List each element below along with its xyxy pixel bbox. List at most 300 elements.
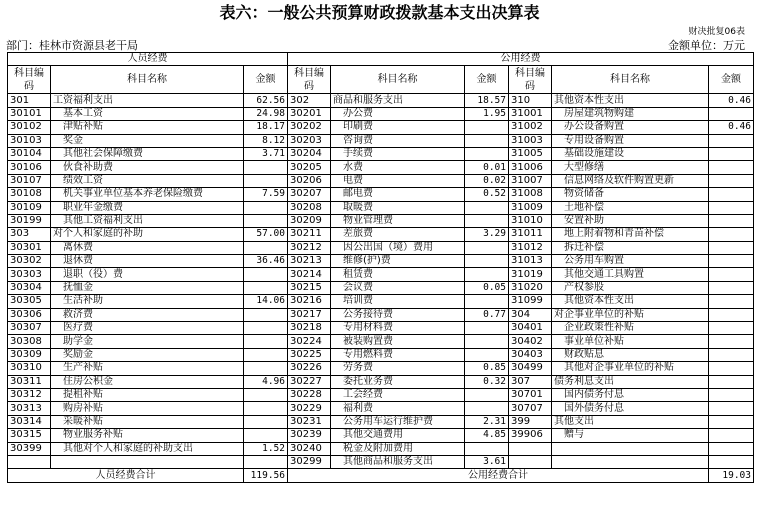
cell-code: 30401 <box>509 322 552 335</box>
cell-amount: 0.77 <box>465 308 509 321</box>
total-public-label: 公用经费合计 <box>288 469 709 483</box>
cell-name: 助学金 <box>51 335 244 348</box>
cell-amount <box>244 161 288 174</box>
table-code: 财决批复06表 <box>688 27 745 37</box>
cell-amount <box>244 241 288 254</box>
cell-code: 31005 <box>509 147 552 160</box>
cell-name: 其他交通费用 <box>331 429 465 442</box>
cell-name: 其他工资福利支出 <box>51 214 244 227</box>
cell-name: 安置补助 <box>552 214 709 227</box>
table-row <box>8 188 754 201</box>
cell-code: 31003 <box>509 134 552 147</box>
cell-name: 生产补贴 <box>51 362 244 375</box>
cell-amount <box>244 308 288 321</box>
cell-name: 其他商品和服务支出 <box>331 455 465 468</box>
table-row <box>8 147 754 160</box>
cell-amount <box>244 214 288 227</box>
cell-code: 30499 <box>509 362 552 375</box>
cell-amount <box>244 348 288 361</box>
cell-code: 30701 <box>509 388 552 401</box>
table-row <box>8 295 754 308</box>
cell-amount <box>709 201 754 214</box>
cell-code: 30218 <box>288 322 331 335</box>
cell-amount: 3.29 <box>465 228 509 241</box>
cell-name: 税金及附加费用 <box>331 442 465 455</box>
cell-name: 提租补贴 <box>51 388 244 401</box>
cell-amount <box>465 255 509 268</box>
cell-amount <box>709 388 754 401</box>
cell-name: 差旅费 <box>331 228 465 241</box>
cell-amount <box>709 308 754 321</box>
table-row <box>8 121 754 134</box>
cell-name: 国外债务付息 <box>552 402 709 415</box>
cell-amount: 0.46 <box>709 121 754 134</box>
cell-name: 专用设备购置 <box>552 134 709 147</box>
cell-name: 维修(护)费 <box>331 255 465 268</box>
cell-name: 奖金 <box>51 134 244 147</box>
cell-code: 30104 <box>8 147 51 160</box>
cell-code: 30107 <box>8 174 51 187</box>
cell-amount <box>244 455 288 468</box>
cell-code: 30206 <box>288 174 331 187</box>
cell-code: 30214 <box>288 268 331 281</box>
expenditure-table <box>7 52 754 483</box>
cell-amount <box>709 134 754 147</box>
cell-code: 30205 <box>288 161 331 174</box>
cell-code: 31011 <box>509 228 552 241</box>
cell-code: 30226 <box>288 362 331 375</box>
cell-amount <box>465 201 509 214</box>
cell-amount: 2.31 <box>465 415 509 428</box>
cell-name: 其他交通工具购置 <box>552 268 709 281</box>
table-row <box>8 174 754 187</box>
cell-amount <box>244 362 288 375</box>
table-row <box>8 322 754 335</box>
cell-code: 30707 <box>509 402 552 415</box>
col-amount-1: 金额 <box>244 66 288 94</box>
cell-name <box>552 442 709 455</box>
cell-name: 办公设备购置 <box>552 121 709 134</box>
cell-code: 31099 <box>509 295 552 308</box>
cell-amount <box>709 455 754 468</box>
unit-label: 金额单位：万元 <box>668 39 745 52</box>
cell-amount: 3.71 <box>244 147 288 160</box>
cell-name: 其他对企事业单位的补贴 <box>552 362 709 375</box>
section-personnel: 人员经费 <box>8 53 288 66</box>
cell-name: 地上附着物和青苗补偿 <box>552 228 709 241</box>
cell-amount: 14.06 <box>244 295 288 308</box>
cell-name: 其他对个人和家庭的补助支出 <box>51 442 244 455</box>
cell-code: 30103 <box>8 134 51 147</box>
cell-code: 30307 <box>8 322 51 335</box>
cell-amount <box>709 255 754 268</box>
cell-amount: 36.46 <box>244 255 288 268</box>
cell-name: 津贴补贴 <box>51 121 244 134</box>
cell-code: 30212 <box>288 241 331 254</box>
col-code-3: 科目编码 <box>509 66 552 94</box>
cell-amount <box>465 442 509 455</box>
cell-amount <box>244 335 288 348</box>
cell-amount <box>244 429 288 442</box>
table-row <box>8 455 754 468</box>
cell-name: 信息网络及软件购置更新 <box>552 174 709 187</box>
cell-amount <box>709 402 754 415</box>
cell-code: 30311 <box>8 375 51 388</box>
table-row <box>8 308 754 321</box>
cell-code: 31001 <box>509 107 552 120</box>
department-label: 部门：桂林市资源县老干局 <box>6 39 138 52</box>
cell-code: 30305 <box>8 295 51 308</box>
cell-name: 会议费 <box>331 281 465 294</box>
cell-code: 30229 <box>288 402 331 415</box>
cell-name: 事业单位补贴 <box>552 335 709 348</box>
cell-name: 印刷费 <box>331 121 465 134</box>
cell-code: 30208 <box>288 201 331 214</box>
cell-name: 水费 <box>331 161 465 174</box>
cell-code: 30217 <box>288 308 331 321</box>
table-row <box>8 348 754 361</box>
table-row <box>8 281 754 294</box>
cell-amount <box>465 121 509 134</box>
cell-name: 劳务费 <box>331 362 465 375</box>
table-row <box>8 415 754 428</box>
table-row <box>8 388 754 401</box>
cell-code: 31002 <box>509 121 552 134</box>
cell-code: 30315 <box>8 429 51 442</box>
cell-amount <box>244 322 288 335</box>
cell-amount <box>244 201 288 214</box>
cell-amount: 0.01 <box>465 161 509 174</box>
table-row <box>8 402 754 415</box>
cell-code: 30310 <box>8 362 51 375</box>
cell-code: 30203 <box>288 134 331 147</box>
cell-name: 离休费 <box>51 241 244 254</box>
cell-code: 30301 <box>8 241 51 254</box>
cell-code: 30304 <box>8 281 51 294</box>
cell-amount <box>465 295 509 308</box>
cell-amount <box>709 268 754 281</box>
cell-name: 专用燃料费 <box>331 348 465 361</box>
cell-code: 30240 <box>288 442 331 455</box>
cell-name: 对个人和家庭的补助 <box>51 228 244 241</box>
col-name-1: 科目名称 <box>51 66 244 94</box>
cell-name: 工资福利支出 <box>51 94 244 107</box>
cell-amount: 3.61 <box>465 455 509 468</box>
table-row <box>8 228 754 241</box>
cell-amount <box>244 268 288 281</box>
cell-name: 伙食补助费 <box>51 161 244 174</box>
cell-name: 公务接待费 <box>331 308 465 321</box>
cell-code: 301 <box>8 94 51 107</box>
cell-name: 退职（役）费 <box>51 268 244 281</box>
cell-name: 救济费 <box>51 308 244 321</box>
section-public: 公用经费 <box>288 53 754 66</box>
cell-name: 债务利息支出 <box>552 375 709 388</box>
cell-amount <box>709 322 754 335</box>
cell-code: 302 <box>288 94 331 107</box>
cell-amount: 0.32 <box>465 375 509 388</box>
cell-code: 30402 <box>509 335 552 348</box>
cell-name: 手续费 <box>331 147 465 160</box>
cell-amount <box>709 348 754 361</box>
cell-code: 31012 <box>509 241 552 254</box>
cell-amount <box>709 429 754 442</box>
cell-name: 办公费 <box>331 107 465 120</box>
cell-code: 30313 <box>8 402 51 415</box>
cell-name: 物业管理费 <box>331 214 465 227</box>
cell-amount <box>709 214 754 227</box>
cell-code: 31010 <box>509 214 552 227</box>
cell-code: 30106 <box>8 161 51 174</box>
cell-name: 产权参股 <box>552 281 709 294</box>
cell-name: 退休费 <box>51 255 244 268</box>
cell-amount: 0.46 <box>709 94 754 107</box>
cell-code: 30109 <box>8 201 51 214</box>
cell-name: 其他资本性支出 <box>552 295 709 308</box>
cell-code: 31019 <box>509 268 552 281</box>
cell-amount <box>709 281 754 294</box>
cell-amount <box>244 281 288 294</box>
cell-code: 30213 <box>288 255 331 268</box>
cell-code: 31008 <box>509 188 552 201</box>
cell-name: 土地补偿 <box>552 201 709 214</box>
table-row <box>8 107 754 120</box>
cell-name: 购房补贴 <box>51 402 244 415</box>
cell-code: 30224 <box>288 335 331 348</box>
cell-name: 租赁费 <box>331 268 465 281</box>
cell-amount <box>709 188 754 201</box>
cell-amount: 7.59 <box>244 188 288 201</box>
page-title: 表六：一般公共预算财政拨款基本支出决算表 <box>219 3 540 22</box>
total-personnel-label: 人员经费合计 <box>8 469 244 483</box>
cell-code: 31013 <box>509 255 552 268</box>
cell-amount <box>244 174 288 187</box>
cell-name: 财政贴息 <box>552 348 709 361</box>
cell-name: 电费 <box>331 174 465 187</box>
table-row <box>8 268 754 281</box>
cell-code: 30102 <box>8 121 51 134</box>
table-row <box>8 161 754 174</box>
cell-code: 30239 <box>288 429 331 442</box>
cell-code: 31006 <box>509 161 552 174</box>
cell-amount <box>465 268 509 281</box>
cell-code: 30403 <box>509 348 552 361</box>
cell-name: 机关事业单位基本养老保险缴费 <box>51 188 244 201</box>
cell-code: 30306 <box>8 308 51 321</box>
cell-amount <box>709 228 754 241</box>
cell-amount <box>709 375 754 388</box>
col-code-1: 科目编码 <box>8 66 51 94</box>
cell-name: 对企事业单位的补贴 <box>552 308 709 321</box>
cell-code: 399 <box>509 415 552 428</box>
total-public-value: 19.03 <box>709 469 754 483</box>
cell-name: 医疗费 <box>51 322 244 335</box>
cell-amount <box>709 295 754 308</box>
cell-code: 303 <box>8 228 51 241</box>
cell-amount <box>709 241 754 254</box>
cell-code: 307 <box>509 375 552 388</box>
cell-code: 30202 <box>288 121 331 134</box>
table-row <box>8 241 754 254</box>
cell-name: 国内债务付息 <box>552 388 709 401</box>
table-row <box>8 255 754 268</box>
cell-code: 30209 <box>288 214 331 227</box>
col-name-3: 科目名称 <box>552 66 709 94</box>
cell-amount: 18.17 <box>244 121 288 134</box>
cell-code: 30201 <box>288 107 331 120</box>
cell-name: 基础设施建设 <box>552 147 709 160</box>
cell-name: 企业政策性补贴 <box>552 322 709 335</box>
cell-name: 大型修缮 <box>552 161 709 174</box>
total-personnel-value: 119.56 <box>244 469 288 483</box>
cell-amount <box>465 348 509 361</box>
cell-code: 30299 <box>288 455 331 468</box>
cell-code: 30303 <box>8 268 51 281</box>
cell-amount <box>709 107 754 120</box>
cell-code: 30199 <box>8 214 51 227</box>
cell-amount <box>709 147 754 160</box>
cell-amount <box>709 415 754 428</box>
cell-amount <box>709 335 754 348</box>
table-row <box>8 94 754 107</box>
table-body <box>8 94 754 469</box>
cell-amount: 0.52 <box>465 188 509 201</box>
cell-amount <box>465 147 509 160</box>
cell-name: 拆迁补偿 <box>552 241 709 254</box>
cell-code: 30309 <box>8 348 51 361</box>
cell-name: 其他资本性支出 <box>552 94 709 107</box>
cell-amount: 0.02 <box>465 174 509 187</box>
cell-name: 赠与 <box>552 429 709 442</box>
cell-code: 30312 <box>8 388 51 401</box>
cell-code: 30108 <box>8 188 51 201</box>
col-amount-2: 金额 <box>465 66 509 94</box>
cell-amount: 4.85 <box>465 429 509 442</box>
cell-code <box>8 455 51 468</box>
cell-code: 30231 <box>288 415 331 428</box>
table-row <box>8 134 754 147</box>
cell-amount <box>709 442 754 455</box>
cell-amount <box>465 335 509 348</box>
cell-name: 公务用车运行维护费 <box>331 415 465 428</box>
table-row <box>8 429 754 442</box>
cell-code: 30225 <box>288 348 331 361</box>
cell-name: 培训费 <box>331 295 465 308</box>
cell-name: 委托业务费 <box>331 375 465 388</box>
cell-amount <box>465 322 509 335</box>
cell-code: 310 <box>509 94 552 107</box>
table-row <box>8 375 754 388</box>
cell-code: 30228 <box>288 388 331 401</box>
cell-name: 商品和服务支出 <box>331 94 465 107</box>
cell-name: 奖励金 <box>51 348 244 361</box>
cell-amount <box>465 402 509 415</box>
col-name-2: 科目名称 <box>331 66 465 94</box>
cell-name: 房屋建筑物购建 <box>552 107 709 120</box>
cell-code: 30204 <box>288 147 331 160</box>
table-row <box>8 442 754 455</box>
cell-amount: 18.57 <box>465 94 509 107</box>
cell-name: 其他社会保障缴费 <box>51 147 244 160</box>
cell-name: 基本工资 <box>51 107 244 120</box>
cell-name: 取暖费 <box>331 201 465 214</box>
cell-name: 物业服务补贴 <box>51 429 244 442</box>
cell-name: 专用材料费 <box>331 322 465 335</box>
cell-amount <box>465 241 509 254</box>
cell-amount <box>465 388 509 401</box>
cell-name: 公务用车购置 <box>552 255 709 268</box>
cell-name <box>552 455 709 468</box>
cell-amount <box>465 134 509 147</box>
cell-code: 304 <box>509 308 552 321</box>
cell-amount: 1.95 <box>465 107 509 120</box>
cell-amount: 57.00 <box>244 228 288 241</box>
table-row <box>8 362 754 375</box>
cell-amount: 1.52 <box>244 442 288 455</box>
cell-amount <box>244 402 288 415</box>
cell-amount: 8.12 <box>244 134 288 147</box>
cell-amount: 4.96 <box>244 375 288 388</box>
cell-code: 30216 <box>288 295 331 308</box>
cell-amount: 0.85 <box>465 362 509 375</box>
cell-name: 其他支出 <box>552 415 709 428</box>
cell-code: 30211 <box>288 228 331 241</box>
cell-amount: 24.98 <box>244 107 288 120</box>
cell-amount <box>709 161 754 174</box>
cell-amount: 0.05 <box>465 281 509 294</box>
cell-name: 绩效工资 <box>51 174 244 187</box>
cell-amount <box>709 362 754 375</box>
cell-amount <box>244 415 288 428</box>
cell-amount <box>244 388 288 401</box>
cell-code: 39906 <box>509 429 552 442</box>
cell-code: 31009 <box>509 201 552 214</box>
cell-name: 物资储备 <box>552 188 709 201</box>
cell-code: 30399 <box>8 442 51 455</box>
cell-name: 因公出国（境）费用 <box>331 241 465 254</box>
table-row <box>8 214 754 227</box>
cell-name: 邮电费 <box>331 188 465 201</box>
cell-code: 30227 <box>288 375 331 388</box>
cell-name: 住房公积金 <box>51 375 244 388</box>
table-row <box>8 201 754 214</box>
cell-amount <box>709 174 754 187</box>
cell-name: 工会经费 <box>331 388 465 401</box>
cell-code: 31007 <box>509 174 552 187</box>
cell-name: 福利费 <box>331 402 465 415</box>
cell-code: 30308 <box>8 335 51 348</box>
cell-amount: 62.56 <box>244 94 288 107</box>
col-amount-3: 金额 <box>709 66 754 94</box>
cell-name: 被装购置费 <box>331 335 465 348</box>
cell-name <box>51 455 244 468</box>
col-code-2: 科目编码 <box>288 66 331 94</box>
cell-name: 采暖补贴 <box>51 415 244 428</box>
cell-code <box>509 455 552 468</box>
cell-amount <box>465 214 509 227</box>
cell-code: 31020 <box>509 281 552 294</box>
cell-name: 生活补助 <box>51 295 244 308</box>
cell-code: 30207 <box>288 188 331 201</box>
cell-code: 30101 <box>8 107 51 120</box>
table-row <box>8 335 754 348</box>
cell-code: 30215 <box>288 281 331 294</box>
cell-name: 咨询费 <box>331 134 465 147</box>
cell-name: 抚恤金 <box>51 281 244 294</box>
cell-name: 职业年金缴费 <box>51 201 244 214</box>
cell-code: 30314 <box>8 415 51 428</box>
cell-code <box>509 442 552 455</box>
